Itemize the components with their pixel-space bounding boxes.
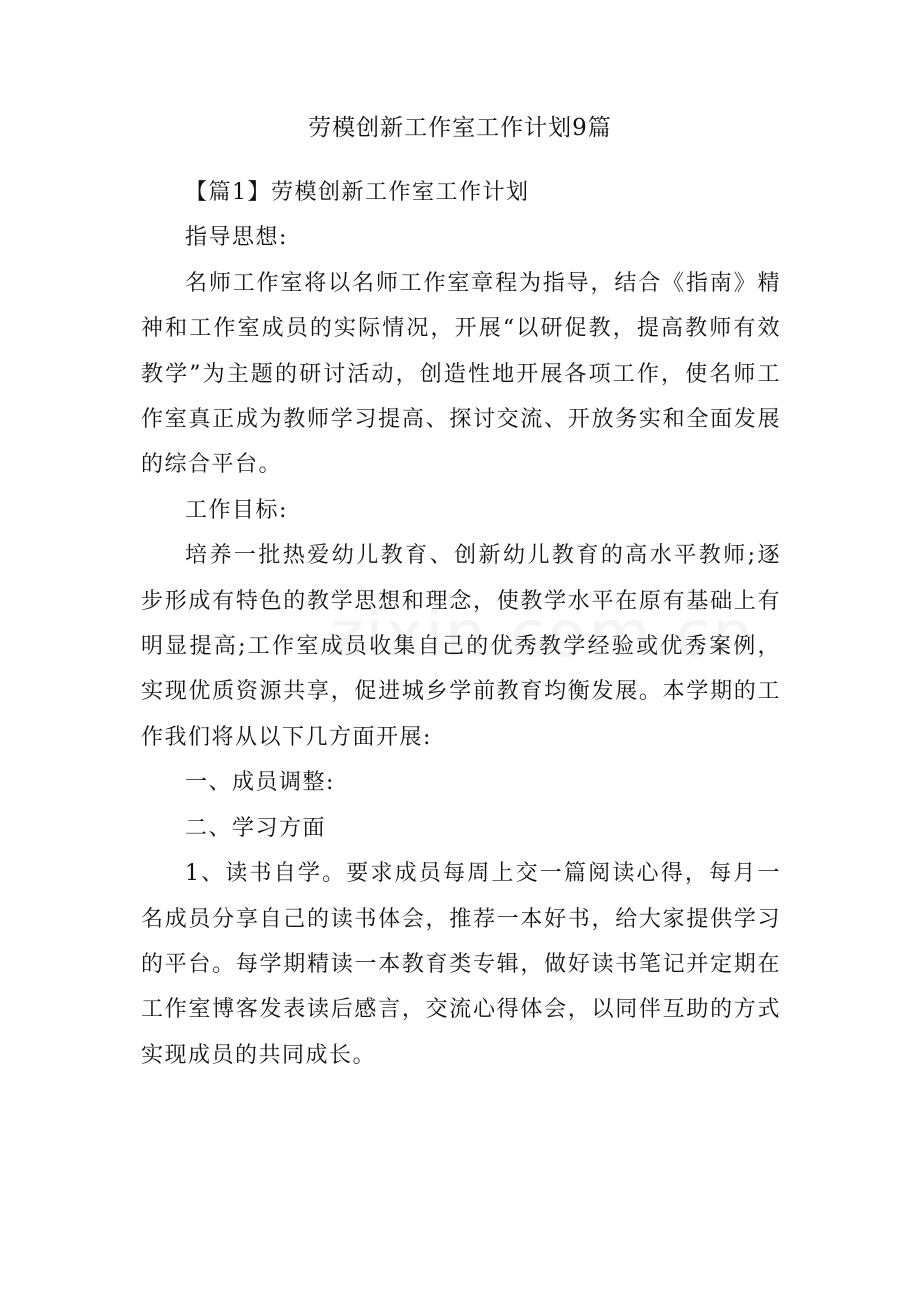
document-body — [141, 170, 781, 1078]
paragraph-reading-self-study: 1、读书自学。要求成员每周上交一篇阅读心得，每月一名成员分享自己的读书体会，推荐一本好书，给大家提供学习的平台。每学期精读一本教育类专辑，做好读书笔记并定期在工作室博客发表读后感言，交流心得体会，以同伴互助的方式实现成员的共同成长。 — [141, 861, 781, 1068]
paragraph-guiding-ideology: 名师工作室将以名师工作室章程为指导，结合《指南》精神和工作室成员的实际情况，开展“以研促教，提高教师有效教学”为主题的研讨活动，创造性地开展各项工作，使名师工作室真正成为教师学习提高、探讨交流、开放务实和全面发展的综合平台。 — [141, 270, 781, 478]
subheading-guiding-ideology: 指导思想: — [185, 225, 288, 251]
subheading-member-adjustment: 一、成员调整: — [185, 770, 335, 796]
subheading-work-goals: 工作目标: — [185, 497, 288, 523]
document-title: 劳模创新工作室工作计划9篇 — [308, 115, 612, 141]
subheading-study: 二、学习方面 — [185, 815, 327, 841]
paragraph-work-goals: 培养一批热爱幼儿教育、创新幼儿教育的高水平教师;逐步形成有特色的教学思想和理念，使教学水平在原有基础上有明显提高;工作室成员收集自己的优秀教学经验或优秀案例，实现优质资源共享，促进城乡学前教育均衡发展。本学期的工作我们将从以下几方面开展: — [141, 543, 781, 750]
section-title: 【篇1】劳模创新工作室工作计划 — [185, 180, 530, 205]
